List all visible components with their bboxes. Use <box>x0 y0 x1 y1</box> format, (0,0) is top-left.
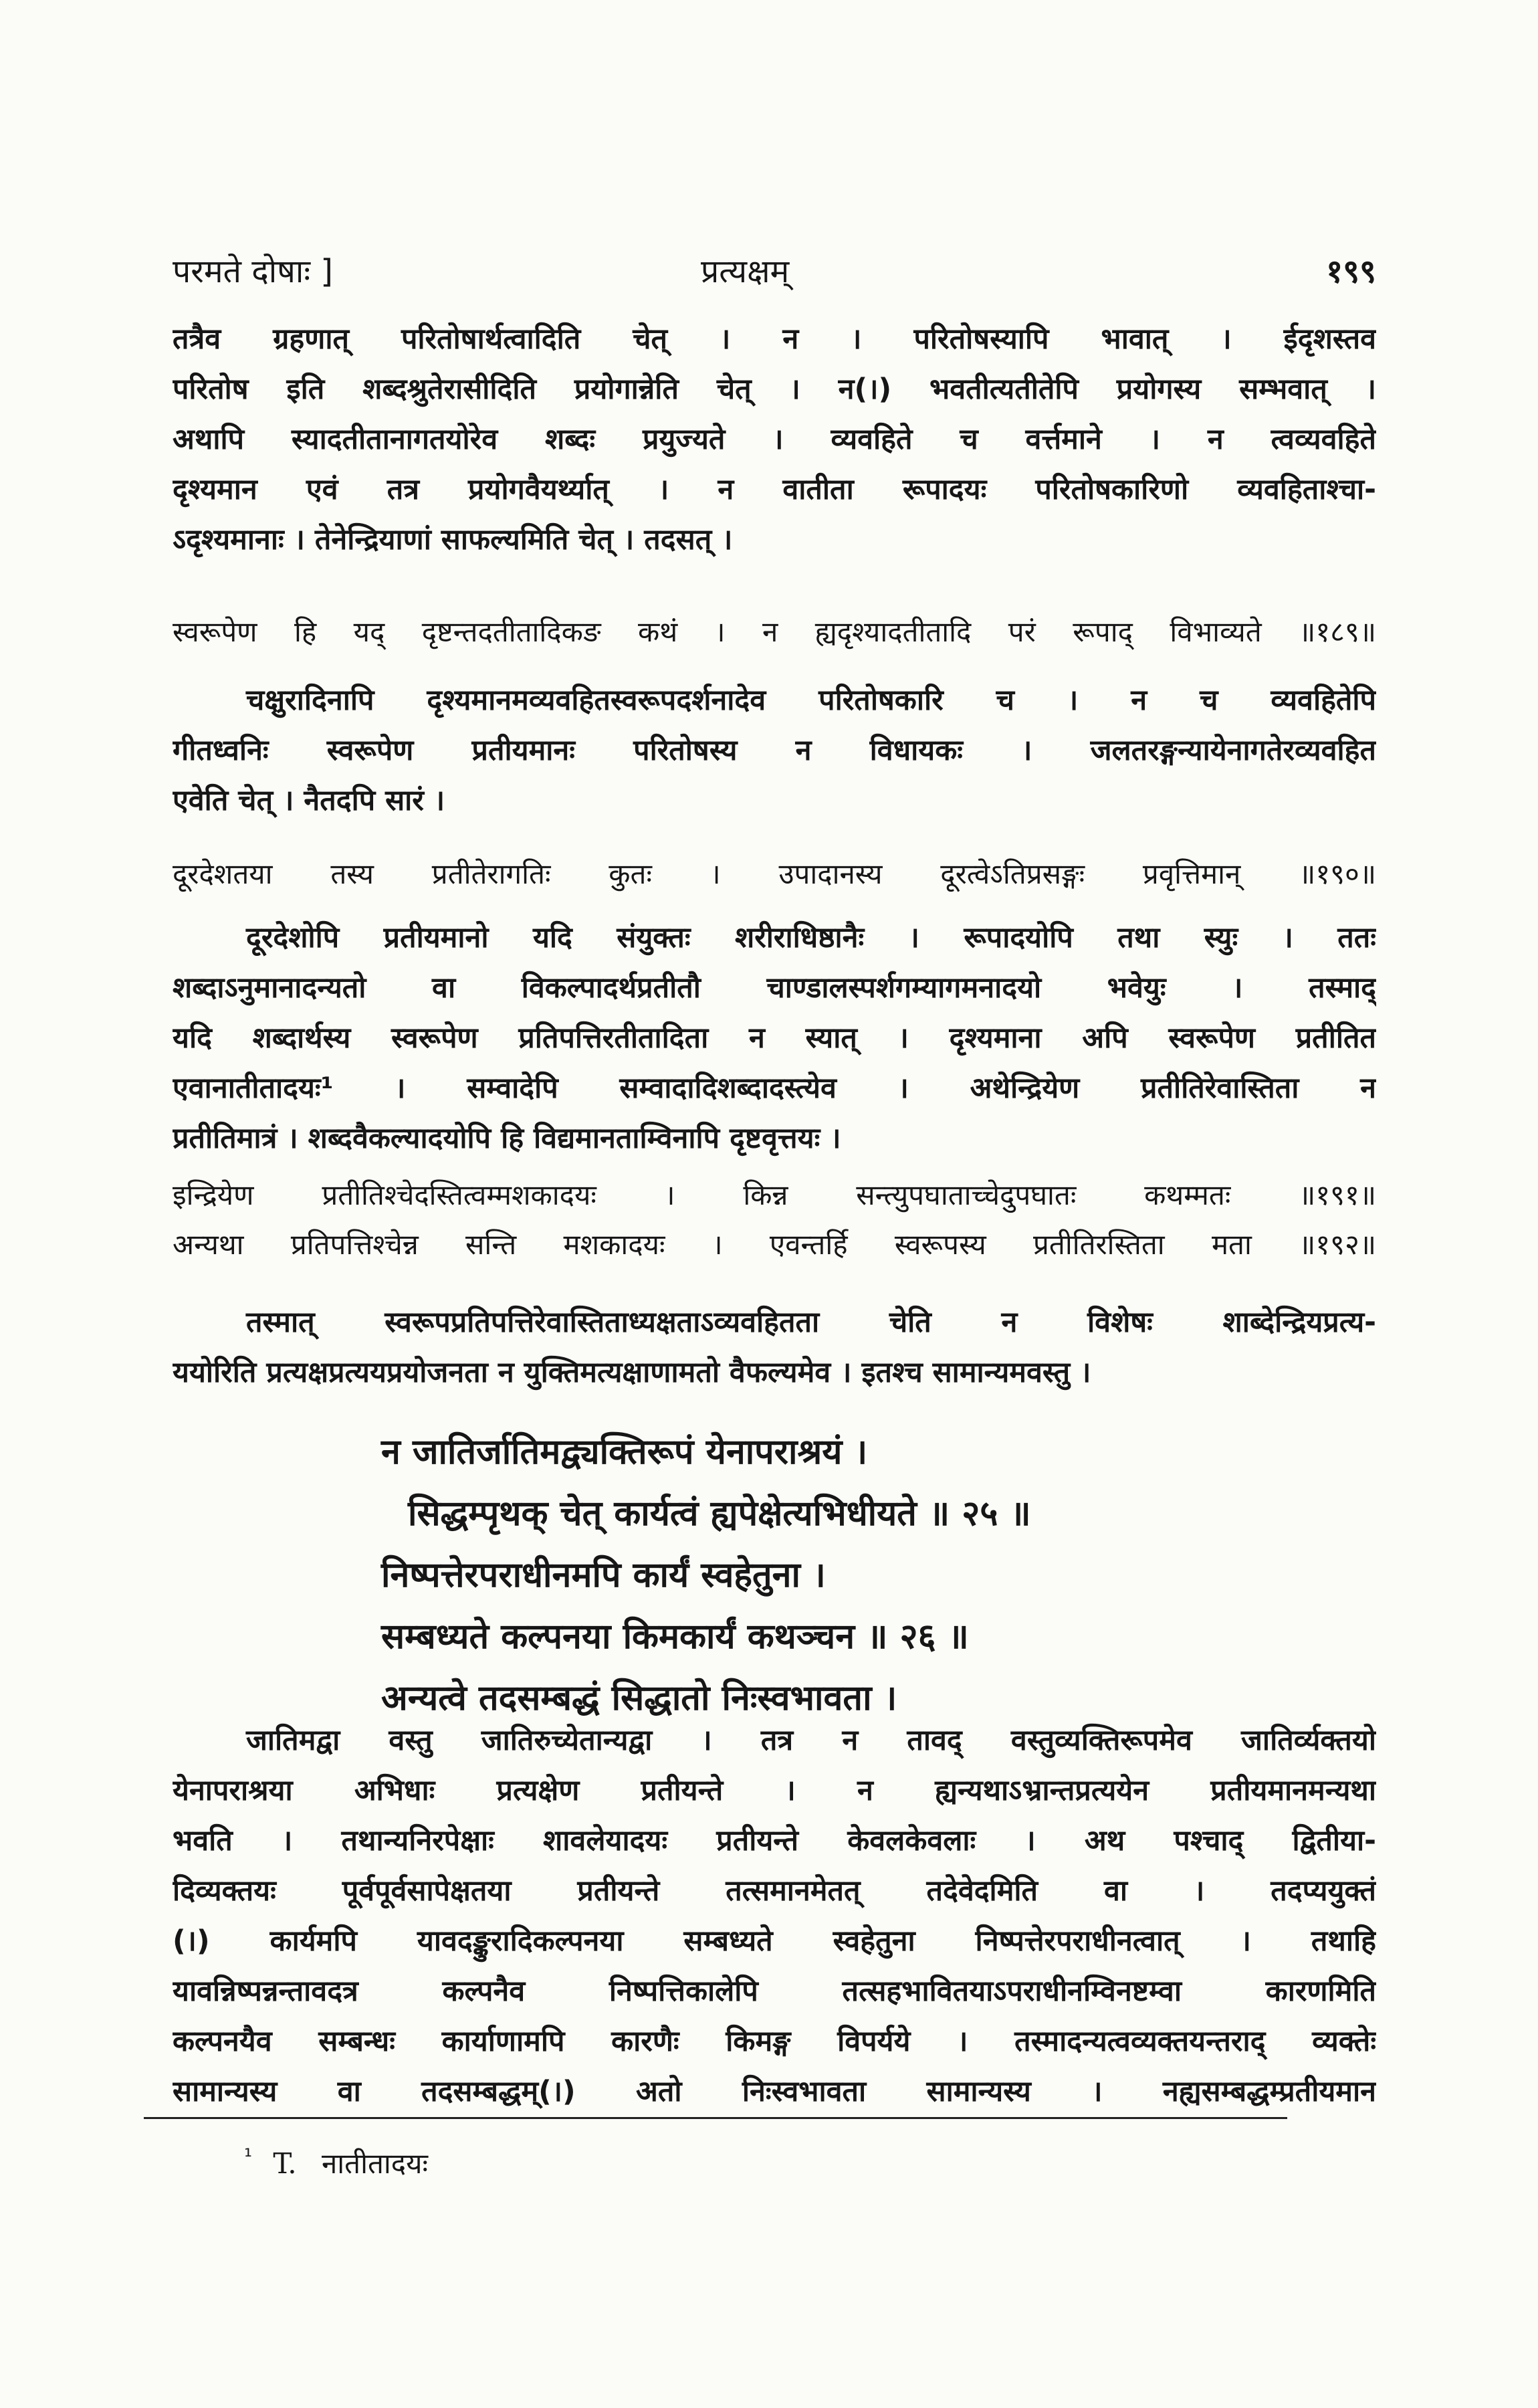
karika-line: इन्द्रियेण प्रतीतिश्चेदस्तित्वम्मशकादयः । किन्न सन्त्युपघाताच्चेदुपघातः कथम्मतः ॥१९१॥ <box>173 1179 1376 1211</box>
paragraph-5 <box>173 1716 1376 2117</box>
chapter-title: प्रत्यक्षम् <box>701 253 790 290</box>
verse-block <box>381 1421 1317 1729</box>
text-line: यदि शब्दार्थस्य स्वरूपेण प्रतिपत्तिरतीतादिता न स्यात् । दृश्यमाना अपि स्वरूपेण प्रतीतित <box>173 1021 1376 1055</box>
footnote-divider <box>144 2117 1287 2119</box>
paragraph-4 <box>173 1298 1376 1398</box>
karika-line: दूरदेशतया तस्य प्रतीतेरागतिः कुतः । उपादानस्य दूरत्वेऽतिप्रसङ्गः प्रवृत्तिमान् ॥१९०॥ <box>173 858 1376 890</box>
text-line: जातिमद्वा वस्तु जातिरुच्येतान्यद्वा । तत्र न तावद् वस्तुव्यक्तिरूपमेव जातिर्व्यक्तयो <box>246 1724 1376 1757</box>
page-number: १९९ <box>1326 253 1376 290</box>
karika-191-192 <box>173 1171 1376 1270</box>
text-line: कल्पनयैव सम्बन्धः कार्याणामपि कारणैः किमङ्ग विपर्यये । तस्मादन्यत्वव्यक्तयन्तराद् व्यक्तेः <box>173 2025 1376 2058</box>
text-line: परितोष इति शब्दश्रुतेरासीदिति प्रयोगान्नेति चेत् । न(।) भवतीत्यतीतेपि प्रयोगस्य सम्भवात् । <box>173 373 1376 406</box>
text-line: दूरदेशोपि प्रतीयमानो यदि संयुक्तः शरीराधिष्ठानैः । रूपादयोपि तथा स्युः । ततः <box>246 921 1376 955</box>
verse-line: निष्पत्तेरपराधीनमपि कार्यं स्वहेतुना । <box>381 1555 826 1595</box>
text-line: (।) कार्यमपि यावदङ्कुरादिकल्पनया सम्बध्यते स्वहेतुना निष्पत्तेरपराधीनत्वात् । तथाहि <box>173 1924 1376 1958</box>
karika-190 <box>173 849 1376 899</box>
footnote-source: T. <box>273 2147 297 2180</box>
text-line: प्रतीतिमात्रं । शब्दवैकल्यादयोपि हि विद्यमानताम्विनापि दृष्टवृत्तयः । <box>173 1122 841 1155</box>
text-line: येनापराश्रया अभिधाः प्रत्यक्षेण प्रतीयन्ते । न ह्यन्यथाऽभ्रान्तप्रत्ययेन प्रतीयमानमन्यथा <box>173 1774 1376 1807</box>
running-header <box>173 249 1376 302</box>
karika-189 <box>173 607 1376 657</box>
text-line: गीतध्वनिः स्वरूपेण प्रतीयमानः परितोषस्य न विधायकः । जलतरङ्गन्यायेनागतेरव्यवहित <box>173 734 1376 767</box>
text-line: सामान्यस्य वा तदसम्बद्धम्(।) अतो निःस्वभावता सामान्यस्य । नह्यसम्बद्धम्प्रतीयमान <box>173 2075 1376 2108</box>
text-line: ययोरिति प्रत्यक्षप्रत्ययप्रयोजनता न युक्तिमत्यक्षाणामतो वैफल्यमेव । इतश्च सामान्यमवस्तु । <box>173 1356 1091 1389</box>
paragraph-3 <box>173 913 1376 1164</box>
text-line: चक्षुरादिनापि दृश्यमानमव्यवहितस्वरूपदर्शनादेव परितोषकारि च । न च व्यवहितेपि <box>246 684 1376 717</box>
text-line: एवेति चेत् । नैतदपि सारं । <box>173 784 445 817</box>
section-title: परमते दोषाः ] <box>173 253 333 290</box>
text-line: अथापि स्यादतीतानागतयोरेव शब्दः प्रयुज्यते । व्यवहिते च वर्त्तमाने । न त्वव्यवहिते <box>173 423 1376 456</box>
text-line: एवानातीतादयः¹ । सम्वादेपि सम्वादादिशब्दादस्त्येव । अथेन्द्रियेण प्रतीतिरेवास्तिता न <box>173 1072 1376 1105</box>
verse-line: अन्यत्वे तदसम्बद्धं सिद्धातो निःस्वभावता । <box>381 1678 897 1718</box>
text-line: ऽदृश्यमानाः । तेनेन्द्रियाणां साफल्यमिति चेत् । तदसत् । <box>173 523 733 557</box>
karika-line: अन्यथा प्रतिपत्तिश्चेन्न सन्ति मशकादयः । एवन्तर्हि स्वरूपस्य प्रतीतिरस्तिता मता ॥१९२॥ <box>173 1228 1376 1261</box>
paragraph-1 <box>173 314 1376 565</box>
footnote-text: नातीतादयः <box>321 2147 428 2180</box>
text-line: दृश्यमान एवं तत्र प्रयोगवैयर्थ्यात् । न वातीता रूपादयः परितोषकारिणो व्यवहिताश्चा- <box>173 473 1376 506</box>
text-line: दिव्यक्तयः पूर्वपूर्वसापेक्षतया प्रतीयन्ते तत्समानमेतत् तदेवेदमिति वा । तदप्ययुक्तं <box>173 1874 1376 1908</box>
text-line: तस्मात् स्वरूपप्रतिपत्तिरेवास्तिताध्यक्षताऽव्यवहितता चेति न विशेषः शाब्देन्द्रियप्रत्य- <box>246 1306 1376 1339</box>
footnote-marker: ¹ <box>244 2145 253 2169</box>
paragraph-2 <box>173 676 1376 826</box>
karika-line: स्वरूपेण हि यद् दृष्टन्तदतीतादिकङ कथं । न ह्यदृश्यादतीतादि परं रूपाद् विभाव्यते ॥१८९॥ <box>173 615 1376 648</box>
footnote <box>244 2144 428 2182</box>
text-line: भवति । तथान्यनिरपेक्षाः शावलेयादयः प्रतीयन्ते केवलकेवलाः । अथ पश्चाद् द्वितीया- <box>173 1824 1376 1858</box>
verse-line: न जातिर्जातिमद्व्यक्तिरूपं येनापराश्रयं । <box>381 1432 868 1472</box>
text-line: यावन्निष्पन्नन्तावदत्र कल्पनैव निष्पत्तिकालेपि तत्सहभावितयाऽपराधीनम्विनष्टम्वा कारणमिति <box>173 1975 1376 2008</box>
text-line: तत्रैव ग्रहणात् परितोषार्थत्वादिति चेत् । न । परितोषस्यापि भावात् । ईदृशस्तव <box>173 322 1376 356</box>
verse-line: सम्बध्यते कल्पनया किमकार्यं कथञ्चन ॥ २६ ॥ <box>381 1617 969 1657</box>
verse-line: सिद्धम्पृथक् चेत् कार्यत्वं ह्यपेक्षेत्यभिधीयते ॥ २५ ॥ <box>408 1494 1031 1534</box>
text-line: शब्दाऽनुमानादन्यतो वा विकल्पादर्थप्रतीतौ चाण्डालस्पर्शगम्यागमनादयो भवेयुः । तस्माद् <box>173 971 1376 1005</box>
